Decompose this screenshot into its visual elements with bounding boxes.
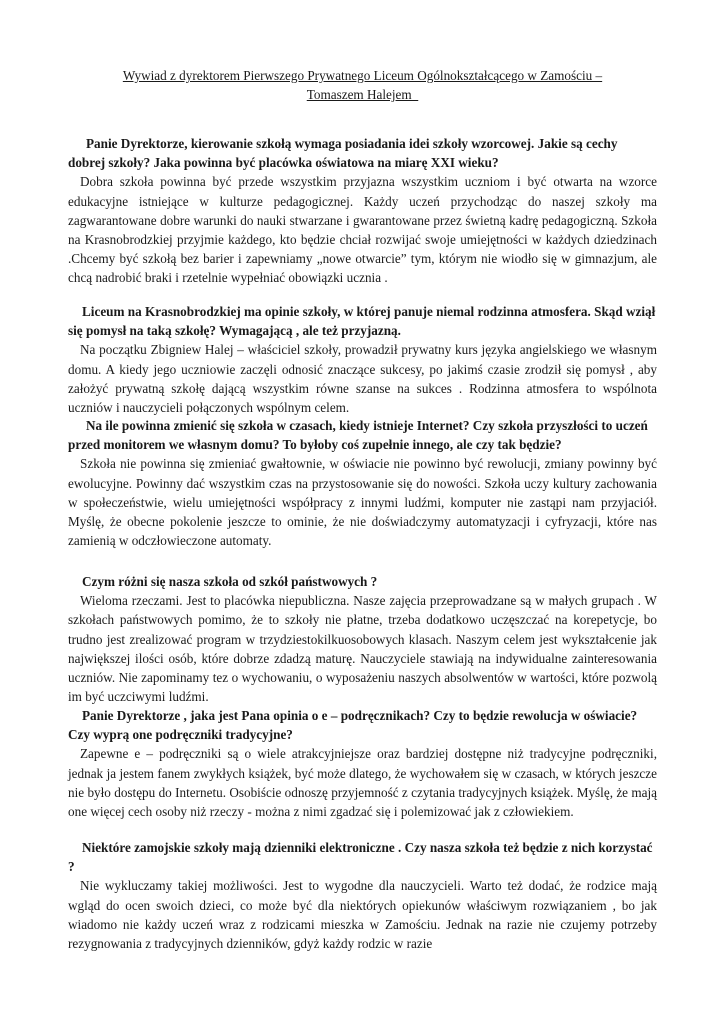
answer-5: Zapewne e – podręczniki są o wiele atrakcyjniejsze oraz bardziej dostępne niż tradycyjne podręczniki, jednak ja jestem fanem zwykłych książek, być może dlatego, że wychowałem się w czasach, w których jeszcze nie było dostępu do Internetu. Osobiście odnoszę przyjemność z czytania tradycyjnych książek. Myślę, że mają one więcej cech osoby niż rzeczy - można z nimi zgadzać się i polemizować jak z człowiekiem. <box>68 746 657 820</box>
qa-section-2 <box>68 302 657 417</box>
document-title <box>60 66 665 104</box>
question-2: Liceum na Krasnobrodzkiej ma opinie szkoły, w której panuje niemal rodzinna atmosfera. Skąd wziął się pomysł na taką szkołę? Wymagającą , ale też przyjazną. <box>68 304 656 339</box>
question-1: Panie Dyrektorze, kierowanie szkołą wymaga posiadania idei szkoły wzorcowej. Jakie są cechy dobrej szkoły? Jaka powinna być placówka oświatowa na miarę XXI wieku? <box>68 136 618 171</box>
answer-1: Dobra szkoła powinna być przede wszystkim przyjazna wszystkim uczniom i być otwarta na wzorce edukacyjne istniejące w kulturze pedagogicznej. Każdy uczeń przychodząc do naszej szkoły ma zagwarantowane dobre warunki do nauki stwarzane i gwarantowane przez świetną kadrę pedagogiczną. Szkoła na Krasnobrodzkiej przyjmie każdego, kto będzie chciał rozwijać swoje umiejętności w każdych dziedzinach .Chcemy być szkołą bez barier i zapewniamy „nowe otwarcie” tym, którym nie wiodło się w gimnazjum, ale chcą nadrobić braki i rzetelnie wypełniać obowiązki ucznia . <box>68 174 657 286</box>
qa-section-4 <box>68 572 657 706</box>
question-4: Czym różni się nasza szkoła od szkół państwowych ? <box>82 574 378 589</box>
qa-section-1 <box>68 134 657 288</box>
question-3: Na ile powinna zmienić się szkoła w czasach, kiedy istnieje Internet? Czy szkoła przyszłości to uczeń przed monitorem we własnym domu? To byłoby coś zupełnie innego, ale czy tak będzie? <box>68 418 648 453</box>
answer-4: Wieloma rzeczami. Jest to placówka niepubliczna. Nasze zajęcia przeprowadzane są w małych grupach . W szkołach państwowych pomimo, że to szkoły nie płatne, trzeba dodatkowo uczęszczać na korepetycje, bo trudno jest zrealizować program w trzydziestokilkuosobowych klasach. Naszym celem jest wykształcenie jak największej ilości osób, które dobrze zdadzą maturę. Nauczyciele stawiają na indywidualne zainteresowania uczniów. Nie zapominamy tez o wychowaniu, o wyposażeniu naszych absolwentów w wartości, które pozwolą im być uczciwymi ludźmi. <box>68 593 657 705</box>
answer-2: Na początku Zbigniew Halej – właściciel szkoły, prowadził prywatny kurs języka angielskiego we własnym domu. A kiedy jego uczniowie zaczęli odnosić znaczące sukcesy, po jakimś czasie zrodził się pomysł , aby założyć prywatną szkołę dającą wszystkim równe szanse na sukces . Rodzinna atmosfera to wspólnota uczniów i nauczycieli połączonych wspólnym celem. <box>68 342 657 416</box>
answer-6: Nie wykluczamy takiej możliwości. Jest to wygodne dla nauczycieli. Warto też dodać, że rodzice mają wgląd do ocen swoich dzieci, co może być dla niektórych opiekunów właściwym rozwiązaniem , bo jak wiadomo nie każdy uczeń wraz z rodzicami mieszka w Zamościu. Jednak na razie nie czujemy potrzeby rezygnowania z tradycyjnych dzienników, gdyż każdy rodzic w razie <box>68 878 657 952</box>
answer-3: Szkoła nie powinna się zmieniać gwałtownie, w oświacie nie powinno być rewolucji, zmiany powinny być ewolucyjne. Powinny dać wszystkim czas na przystosowanie się do nowości. Szkoła uczy kultury zachowania w społeczeństwie, wielu umiejętności współpracy z innymi ludźmi, komputer nie zastąpi nam przyjaciół. Myślę, że obecne pokolenie jeszcze to ominie, że nie doświadczymy automatyzacji i cyfryzacji, które nas zamienią w odczłowieczone automaty. <box>68 456 657 549</box>
qa-section-5 <box>68 706 657 821</box>
title-line-2: Tomaszem Halejem <box>306 87 419 103</box>
qa-section-6 <box>68 838 657 953</box>
title-line-1: Wywiad z dyrektorem Pierwszego Prywatnego Liceum Ogólnokształcącego w Zamościu – <box>122 68 603 83</box>
question-5: Panie Dyrektorze , jaka jest Pana opinia o e – podręcznikach? Czy to będzie rewolucja w oświacie? Czy wyprą one podręczniki tradycyjne? <box>68 708 638 743</box>
question-6: Niektóre zamojskie szkoły mają dzienniki elektroniczne . Czy nasza szkoła też będzie z nich korzystać ? <box>68 840 653 875</box>
qa-section-3 <box>68 416 657 550</box>
